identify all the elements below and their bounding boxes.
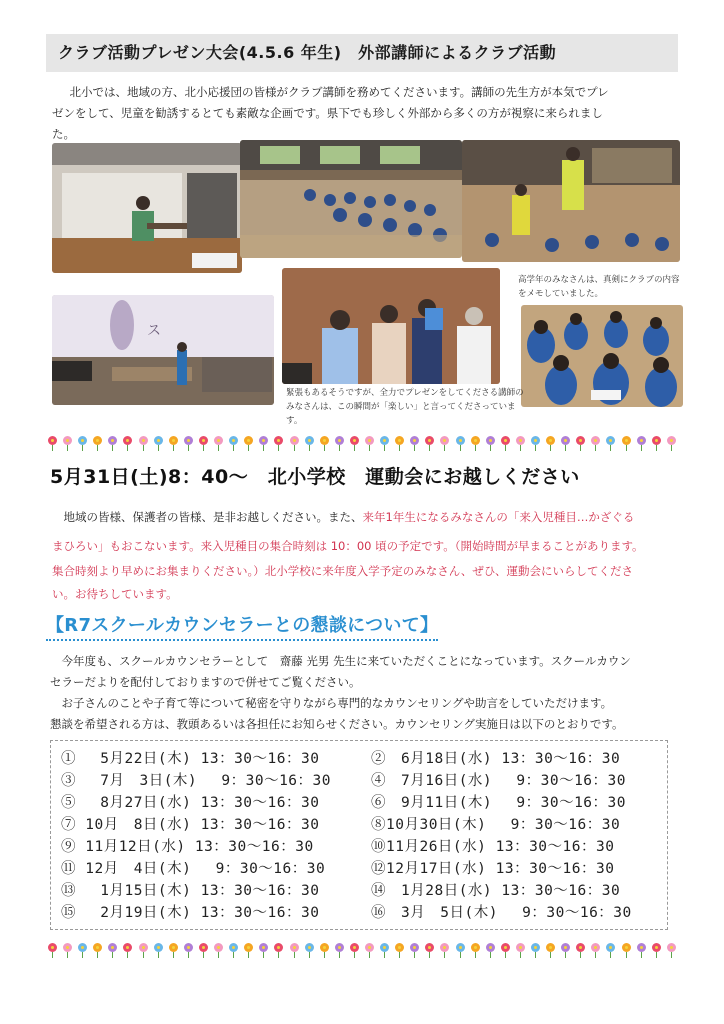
flower-icon [229, 436, 238, 445]
flower-icon [78, 436, 87, 445]
caption-students-notes-2: をメモしていました。 [518, 289, 604, 299]
schedule-right-5: ⑩11月26日(水) 13：30～16：30 [371, 839, 615, 855]
counselor-line2: セラーだよりを配付しておりますので併せてご覧ください。 [50, 675, 361, 689]
flower-icon [622, 943, 631, 952]
flower-icon [410, 943, 419, 952]
flower-icon [259, 436, 268, 445]
flower-icon [290, 436, 299, 445]
flower-icon [380, 943, 389, 952]
flower-icon [63, 436, 72, 445]
flower-icon [395, 436, 404, 445]
svg-text:ス: ス [147, 323, 161, 339]
flower-icon [290, 943, 299, 952]
flower-icon [652, 436, 661, 445]
flower-icon [456, 436, 465, 445]
photo-stage-lecturer [52, 143, 242, 273]
flower-icon [591, 436, 600, 445]
flower-icon [199, 436, 208, 445]
flower-icon [320, 943, 329, 952]
flower-icon [667, 943, 676, 952]
flower-icon [576, 943, 585, 952]
flower-icon [365, 943, 374, 952]
schedule-box [50, 740, 668, 930]
flower-icon [244, 436, 253, 445]
flower-icon [667, 436, 676, 445]
flower-icon [576, 436, 585, 445]
schedule-right-1: ② 6月18日(水) 13：30～16：30 [371, 751, 621, 767]
schedule-right-8: ⑯ 3月 5日(木) 9：30～16：30 [371, 905, 632, 921]
flower-icon [546, 943, 555, 952]
sports-day-line1-b: 来年1年生になるみなさんの「来入児種目…かざぐる [362, 510, 635, 524]
flower-icon [214, 436, 223, 445]
flower-icon [606, 943, 615, 952]
schedule-left-2: ③ 7月 3日(木) 9：30～16：30 [61, 773, 331, 789]
club-section-title: クラブ活動プレゼン大会(4.5.6 年生) 外部講師によるクラブ活動 [46, 34, 678, 72]
flower-icon [622, 436, 631, 445]
photo-lecturers-presenting [282, 268, 500, 384]
flower-icon [440, 943, 449, 952]
caption-students-notes-1: 高学年のみなさんは、真剣にクラブの内容 [518, 275, 680, 285]
flower-icon [108, 943, 117, 952]
flower-icon [471, 943, 480, 952]
flower-icon [637, 943, 646, 952]
flower-icon [244, 943, 253, 952]
flower-icon [350, 943, 359, 952]
schedule-left-3: ⑤ 8月27日(水) 13：30～16：30 [61, 795, 320, 811]
schedule-right-6: ⑫12月17日(水) 13：30～16：30 [371, 861, 615, 877]
flower-icon [561, 436, 570, 445]
flower-icon [546, 436, 555, 445]
counselor-line1: 今年度も、スクールカウンセラーとして 齋藤 光男 先生に来ていただくことになっています。スクールカウン [50, 654, 631, 668]
flower-icon [63, 943, 72, 952]
flower-icon [531, 943, 540, 952]
flower-icon [365, 436, 374, 445]
flower-icon [652, 943, 661, 952]
flower-icon [501, 436, 510, 445]
photo-students-taking-notes [521, 305, 683, 407]
flower-icon [169, 436, 178, 445]
flower-icon [184, 436, 193, 445]
sports-day-heading: 5月31日(土)8：40～ 北小学校 運動会にお越しください [50, 466, 580, 488]
sports-day-line2: まひろい」もおこないます。来入児種目の集合時刻は 10：00 頃の予定です。（開始時間が早まることがあります。 [52, 539, 644, 553]
club-body-line1: 北小では、地域の方、北小応援団の皆様がクラブ講師を務めてくださいます。講師の先生方が本気でプレ [58, 85, 609, 99]
flower-icon [93, 943, 102, 952]
flower-icon [199, 943, 208, 952]
schedule-right-4: ⑧10月30日(木) 9：30～16：30 [371, 817, 621, 833]
flower-icon [531, 436, 540, 445]
club-body-line2: ゼンをして、児童を勧誘するとても素敵な企画です。県下でも珍しく外部から多くの方が視察に来られまし [52, 106, 603, 120]
counselor-line4: 懇談を希望される方は、教頭あるいは各担任にお知らせください。カウンセリング実施日は以下のとおりです。 [50, 717, 624, 731]
schedule-left-5: ⑨ 11月12日(水) 13：30～16：30 [61, 839, 314, 855]
flower-icon [229, 943, 238, 952]
flower-icon [48, 436, 57, 445]
flower-icon [591, 943, 600, 952]
flower-icon [108, 436, 117, 445]
caption-lecturers-2: みなさんは、この瞬間が「楽しい」と言ってくださっています。 [286, 402, 516, 426]
flower-border-top [48, 432, 676, 448]
counselor-heading: 【R7スクールカウンセラーとの懇談について】 [46, 611, 438, 641]
flower-icon [169, 943, 178, 952]
flower-icon [440, 436, 449, 445]
flower-icon [335, 943, 344, 952]
photo-dance-stage [52, 295, 274, 405]
flower-icon [274, 943, 283, 952]
sports-day-line1-a: 地域の皆様、保護者の皆様、是非お越しください。また、 [52, 510, 363, 524]
flower-icon [305, 943, 314, 952]
flower-icon [395, 943, 404, 952]
flower-icon [274, 436, 283, 445]
flower-icon [184, 943, 193, 952]
schedule-right-7: ⑭ 1月28日(水) 13：30～16：30 [371, 883, 621, 899]
flower-icon [486, 436, 495, 445]
caption-lecturers-1: 緊張もあるそうですが、全力でプレゼンをしてくださる講師の [286, 388, 524, 398]
flower-icon [139, 943, 148, 952]
flower-icon [93, 436, 102, 445]
flower-icon [425, 436, 434, 445]
photo-gym-audience [240, 140, 462, 258]
flower-icon [410, 436, 419, 445]
flower-icon [471, 436, 480, 445]
flower-icon [154, 943, 163, 952]
photo-gym-presenter [462, 140, 680, 262]
flower-icon [350, 436, 359, 445]
flower-icon [78, 943, 87, 952]
flower-icon [486, 943, 495, 952]
flower-icon [123, 436, 132, 445]
schedule-right-3: ⑥ 9月11日(木) 9：30～16：30 [371, 795, 626, 811]
sports-day-line4: い。お待ちしています。 [52, 587, 178, 601]
flower-icon [501, 943, 510, 952]
flower-icon [48, 943, 57, 952]
flower-icon [320, 436, 329, 445]
flower-icon [606, 436, 615, 445]
flower-icon [561, 943, 570, 952]
flower-icon [637, 436, 646, 445]
flower-icon [154, 436, 163, 445]
schedule-left-6: ⑪ 12月 4日(木) 9：30～16：30 [61, 861, 326, 877]
schedule-left-4: ⑦ 10月 8日(水) 13：30～16：30 [61, 817, 320, 833]
flower-icon [139, 436, 148, 445]
flower-icon [516, 436, 525, 445]
flower-icon [335, 436, 344, 445]
flower-icon [380, 436, 389, 445]
sports-day-line3: 集合時刻より早めにお集まりください。）北小学校に来年度入学予定のみなさん、ぜひ、運動会にいらしてくださ [52, 564, 633, 578]
flower-icon [425, 943, 434, 952]
schedule-left-8: ⑮ 2月19日(木) 13：30～16：30 [61, 905, 320, 921]
flower-border-bottom [48, 939, 676, 955]
flower-icon [123, 943, 132, 952]
flower-icon [456, 943, 465, 952]
flower-icon [259, 943, 268, 952]
schedule-left-7: ⑬ 1月15日(木) 13：30～16：30 [61, 883, 320, 899]
flower-icon [214, 943, 223, 952]
flower-icon [305, 436, 314, 445]
flower-icon [516, 943, 525, 952]
schedule-right-2: ④ 7月16日(水) 9：30～16：30 [371, 773, 626, 789]
sports-day-line1 [52, 507, 692, 528]
club-body-line3: た。 [52, 127, 75, 141]
counselor-line3: お子さんのことや子育て等について秘密を守りながら専門的なカウンセリングや助言をしていただけます。 [50, 696, 613, 710]
schedule-left-1: ① 5月22日(木) 13：30～16：30 [61, 751, 320, 767]
